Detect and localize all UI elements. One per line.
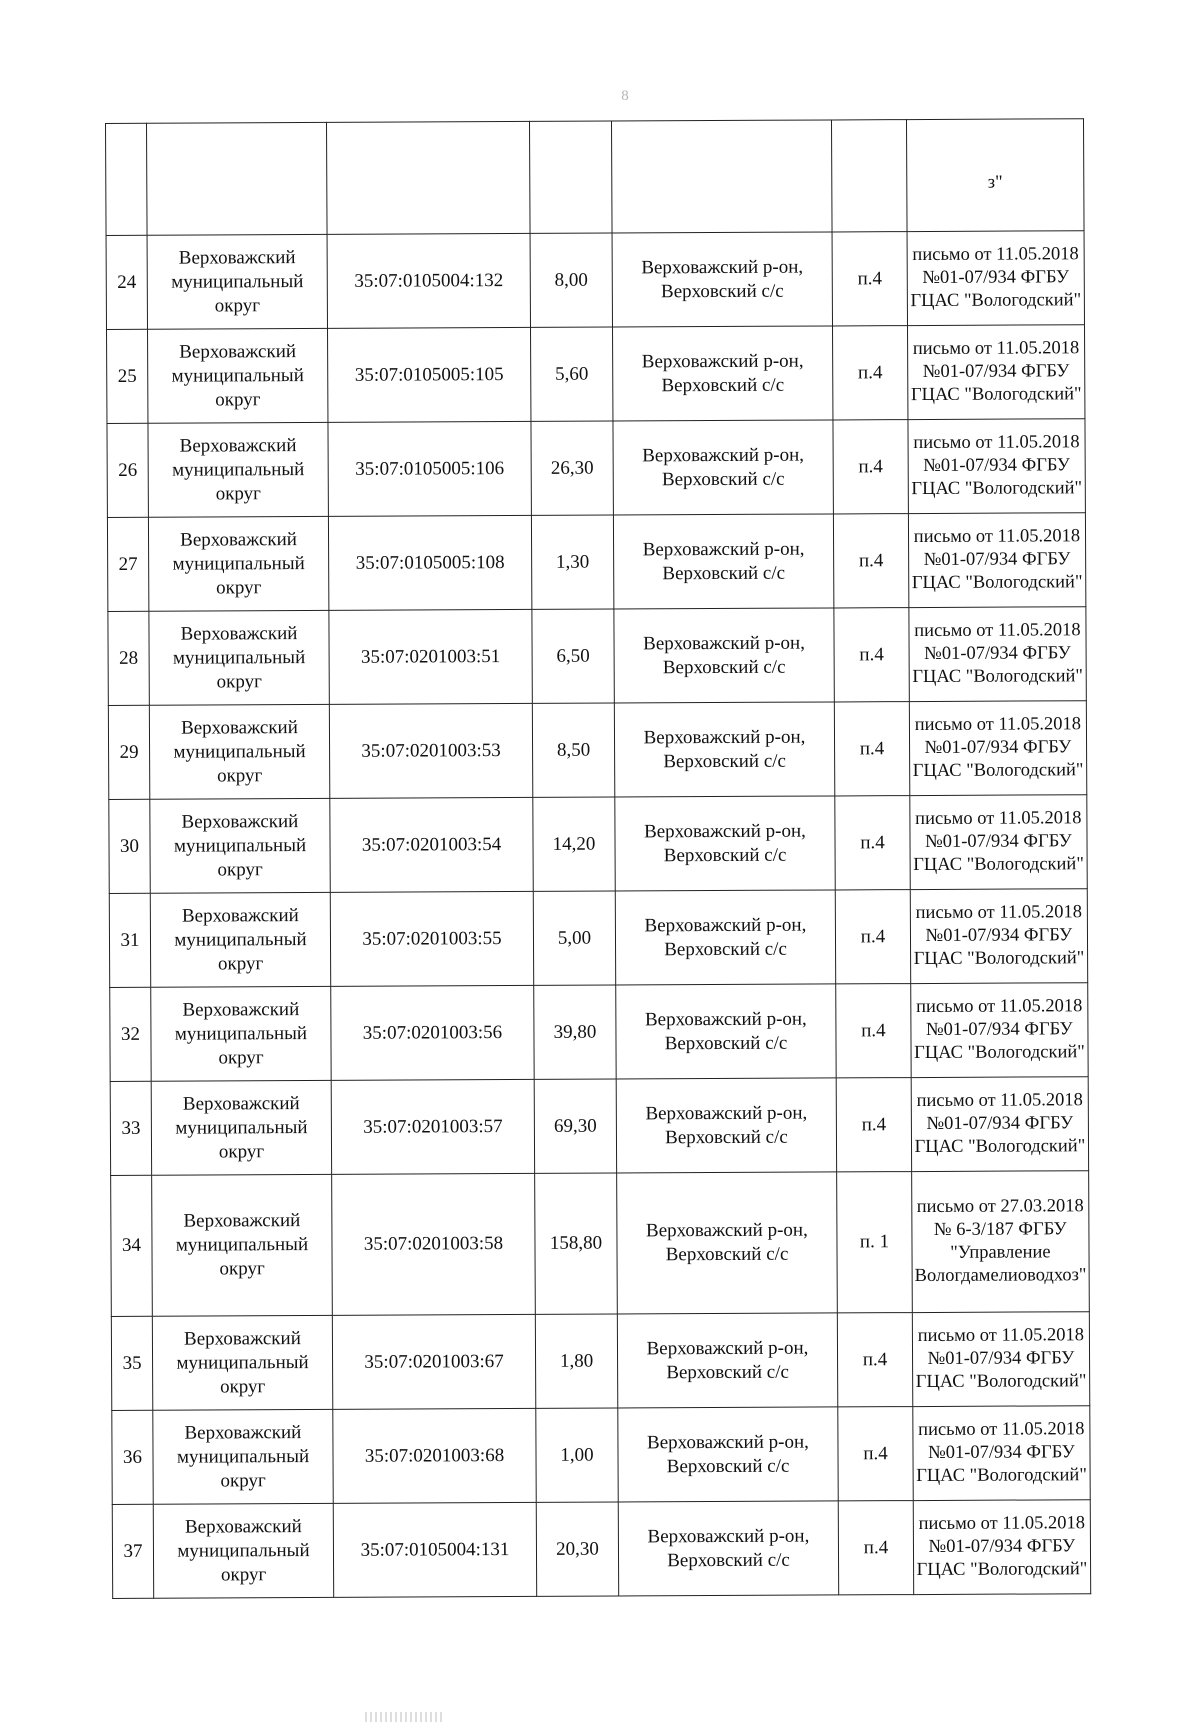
- cell-municipality: Верховажский муниципальный округ: [149, 704, 329, 799]
- cell-note: письмо от 11.05.2018 №01-07/934 ФГБУ ГЦАС "Вологодский": [908, 513, 1085, 608]
- cell-area: 1,00: [536, 1408, 618, 1502]
- cell-location: Верховажский р-он, Верховский с/с: [613, 514, 833, 609]
- cell-cadastral: 35:07:0201003:53: [329, 703, 532, 798]
- cell-cadastral: 35:07:0201003:68: [333, 1408, 536, 1503]
- table-row: [110, 983, 1088, 1082]
- table-row: [112, 1406, 1090, 1505]
- cell-cadastral: 35:07:0105004:132: [327, 233, 530, 328]
- cell-area: 5,00: [533, 891, 615, 985]
- cell-num: 26: [107, 423, 148, 517]
- cell-municipality: Верховажский муниципальный округ: [153, 1409, 333, 1504]
- cell-num: 25: [107, 329, 148, 423]
- cell-note: письмо от 11.05.2018 №01-07/934 ФГБУ ГЦАС "Вологодский": [912, 1312, 1089, 1407]
- cell-municipality: Верховажский муниципальный округ: [148, 422, 328, 517]
- cell-area: 8,00: [530, 233, 612, 327]
- cell-location: [611, 120, 832, 233]
- cell-area: 1,80: [535, 1314, 617, 1408]
- cell-cadastral: 35:07:0201003:67: [332, 1314, 535, 1409]
- cell-num: 36: [112, 1410, 153, 1504]
- cell-area: 14,20: [533, 797, 615, 891]
- cell-note: письмо от 11.05.2018 №01-07/934 ФГБУ ГЦАС "Вологодский": [910, 795, 1087, 890]
- cell-municipality: Верховажский муниципальный округ: [151, 986, 331, 1081]
- cell-area: 6,50: [532, 609, 614, 703]
- cell-municipality: Верховажский муниципальный округ: [150, 798, 330, 893]
- table-row: [112, 1500, 1090, 1599]
- cell-area: 1,30: [531, 515, 613, 609]
- cell-num: 35: [111, 1316, 152, 1410]
- cell-cadastral: 35:07:0201003:54: [330, 797, 533, 892]
- cell-note: письмо от 11.05.2018 №01-07/934 ФГБУ ГЦАС "Вологодский": [908, 419, 1085, 514]
- cell-clause: п.4: [837, 1313, 912, 1407]
- table-body: [106, 119, 1091, 1599]
- continuation-row: [106, 119, 1084, 236]
- table-row: [106, 231, 1084, 330]
- scan-artifact: [365, 1712, 445, 1722]
- cell-location: Верховажский р-он, Верховский с/с: [616, 984, 836, 1079]
- cell-note: письмо от 11.05.2018 №01-07/934 ФГБУ ГЦАС "Вологодский": [907, 231, 1084, 326]
- cell-num: 34: [111, 1175, 153, 1316]
- cell-clause: п.4: [833, 420, 908, 514]
- cell-cadastral: [326, 121, 530, 234]
- cell-location: Верховажский р-он, Верховский с/с: [615, 890, 835, 985]
- cell-note: письмо от 11.05.2018 №01-07/934 ФГБУ ГЦАС "Вологодский": [911, 1077, 1088, 1172]
- cell-location: Верховажский р-он, Верховский с/с: [615, 796, 835, 891]
- cell-municipality: Верховажский муниципальный округ: [153, 1503, 333, 1598]
- cell-num: [106, 123, 148, 235]
- cell-location: Верховажский р-он, Верховский с/с: [614, 608, 834, 703]
- table-row: [110, 1077, 1088, 1176]
- table-row: [109, 795, 1087, 894]
- cell-location: Верховажский р-он, Верховский с/с: [617, 1172, 838, 1314]
- cell-cadastral: 35:07:0201003:55: [330, 891, 533, 986]
- cell-clause: п.4: [835, 796, 910, 890]
- cell-note: письмо от 11.05.2018 №01-07/934 ФГБУ ГЦАС "Вологодский": [909, 701, 1086, 796]
- cell-clause: п.4: [835, 890, 910, 984]
- cell-clause: п.4: [832, 232, 907, 326]
- cell-num: 30: [109, 799, 150, 893]
- cell-cadastral: 35:07:0105005:108: [328, 515, 531, 610]
- cell-cadastral: 35:07:0201003:58: [332, 1173, 536, 1315]
- cell-clause: п.4: [834, 608, 909, 702]
- cell-cadastral: 35:07:0105005:105: [328, 327, 531, 422]
- cell-municipality: Верховажский муниципальный округ: [147, 234, 327, 329]
- cell-municipality: [147, 122, 328, 235]
- cell-area: 5,60: [531, 327, 613, 421]
- cell-cadastral: 35:07:0201003:57: [331, 1079, 534, 1174]
- cell-area: 69,30: [534, 1079, 616, 1173]
- cell-num: 24: [106, 235, 147, 329]
- cell-num: 33: [110, 1081, 151, 1175]
- cell-location: Верховажский р-он, Верховский с/с: [616, 1078, 836, 1173]
- cell-clause: п.4: [836, 984, 911, 1078]
- table-row: [108, 607, 1086, 706]
- cell-location: Верховажский р-он, Верховский с/с: [612, 232, 832, 327]
- cell-clause: п.4: [838, 1501, 913, 1595]
- table-row: [107, 513, 1085, 612]
- cell-cadastral: 35:07:0105004:131: [333, 1502, 536, 1597]
- cell-municipality: Верховажский муниципальный округ: [151, 1080, 331, 1175]
- cell-cadastral: 35:07:0201003:56: [331, 985, 534, 1080]
- table-row: [107, 325, 1085, 424]
- table-row: [107, 419, 1085, 518]
- cell-num: 28: [108, 611, 149, 705]
- cell-location: Верховажский р-он, Верховский с/с: [614, 702, 834, 797]
- cell-note: письмо от 11.05.2018 №01-07/934 ФГБУ ГЦАС "Вологодский": [913, 1500, 1090, 1595]
- cell-note: письмо от 27.03.2018 № 6-3/187 ФГБУ "Управление Вологдамелиоводхоз": [912, 1171, 1089, 1313]
- cell-municipality: Верховажский муниципальный округ: [152, 1315, 332, 1410]
- cell-location: Верховажский р-он, Верховский с/с: [613, 326, 833, 421]
- cell-area: [529, 121, 612, 233]
- cell-area: 20,30: [536, 1502, 618, 1596]
- cell-cadastral: 35:07:0105005:106: [328, 421, 531, 516]
- cell-location: Верховажский р-он, Верховский с/с: [618, 1407, 838, 1502]
- cell-area: 8,50: [532, 703, 614, 797]
- cell-note: письмо от 11.05.2018 №01-07/934 ФГБУ ГЦАС "Вологодский": [913, 1406, 1090, 1501]
- cell-clause: [831, 120, 907, 232]
- cell-location: Верховажский р-он, Верховский с/с: [618, 1501, 838, 1596]
- table-row: [108, 701, 1086, 800]
- cell-municipality: Верховажский муниципальный округ: [150, 892, 330, 987]
- cell-clause: п. 1: [837, 1172, 913, 1313]
- table-row: [109, 889, 1087, 988]
- cell-area: 158,80: [535, 1173, 618, 1314]
- cell-note: письмо от 11.05.2018 №01-07/934 ФГБУ ГЦАС "Вологодский": [907, 325, 1084, 420]
- page-number: 8: [621, 88, 629, 104]
- land-plots-table: [105, 118, 1091, 1599]
- cell-clause: п.4: [838, 1407, 913, 1501]
- table-row: [111, 1312, 1089, 1411]
- table-row: [111, 1171, 1089, 1317]
- cell-area: 26,30: [531, 421, 613, 515]
- cell-num: 29: [108, 705, 149, 799]
- cell-note: письмо от 11.05.2018 №01-07/934 ФГБУ ГЦАС "Вологодский": [909, 607, 1086, 702]
- cell-clause: п.4: [833, 326, 908, 420]
- cell-location: Верховажский р-он, Верховский с/с: [613, 420, 833, 515]
- cell-clause: п.4: [834, 702, 909, 796]
- cell-municipality: Верховажский муниципальный округ: [152, 1174, 333, 1316]
- cell-municipality: Верховажский муниципальный округ: [148, 328, 328, 423]
- cell-area: 39,80: [534, 985, 616, 1079]
- cell-clause: п.4: [833, 514, 908, 608]
- cell-note: з": [906, 119, 1083, 232]
- cell-num: 27: [107, 517, 148, 611]
- cell-num: 31: [109, 893, 150, 987]
- cell-clause: п.4: [836, 1078, 911, 1172]
- cell-num: 32: [110, 987, 151, 1081]
- cell-num: 37: [112, 1504, 153, 1598]
- cell-cadastral: 35:07:0201003:51: [329, 609, 532, 704]
- cell-location: Верховажский р-он, Верховский с/с: [617, 1313, 837, 1408]
- cell-note: письмо от 11.05.2018 №01-07/934 ФГБУ ГЦАС "Вологодский": [910, 889, 1087, 984]
- cell-municipality: Верховажский муниципальный округ: [148, 516, 328, 611]
- cell-municipality: Верховажский муниципальный округ: [149, 610, 329, 705]
- cell-note: письмо от 11.05.2018 №01-07/934 ФГБУ ГЦАС "Вологодский": [911, 983, 1088, 1078]
